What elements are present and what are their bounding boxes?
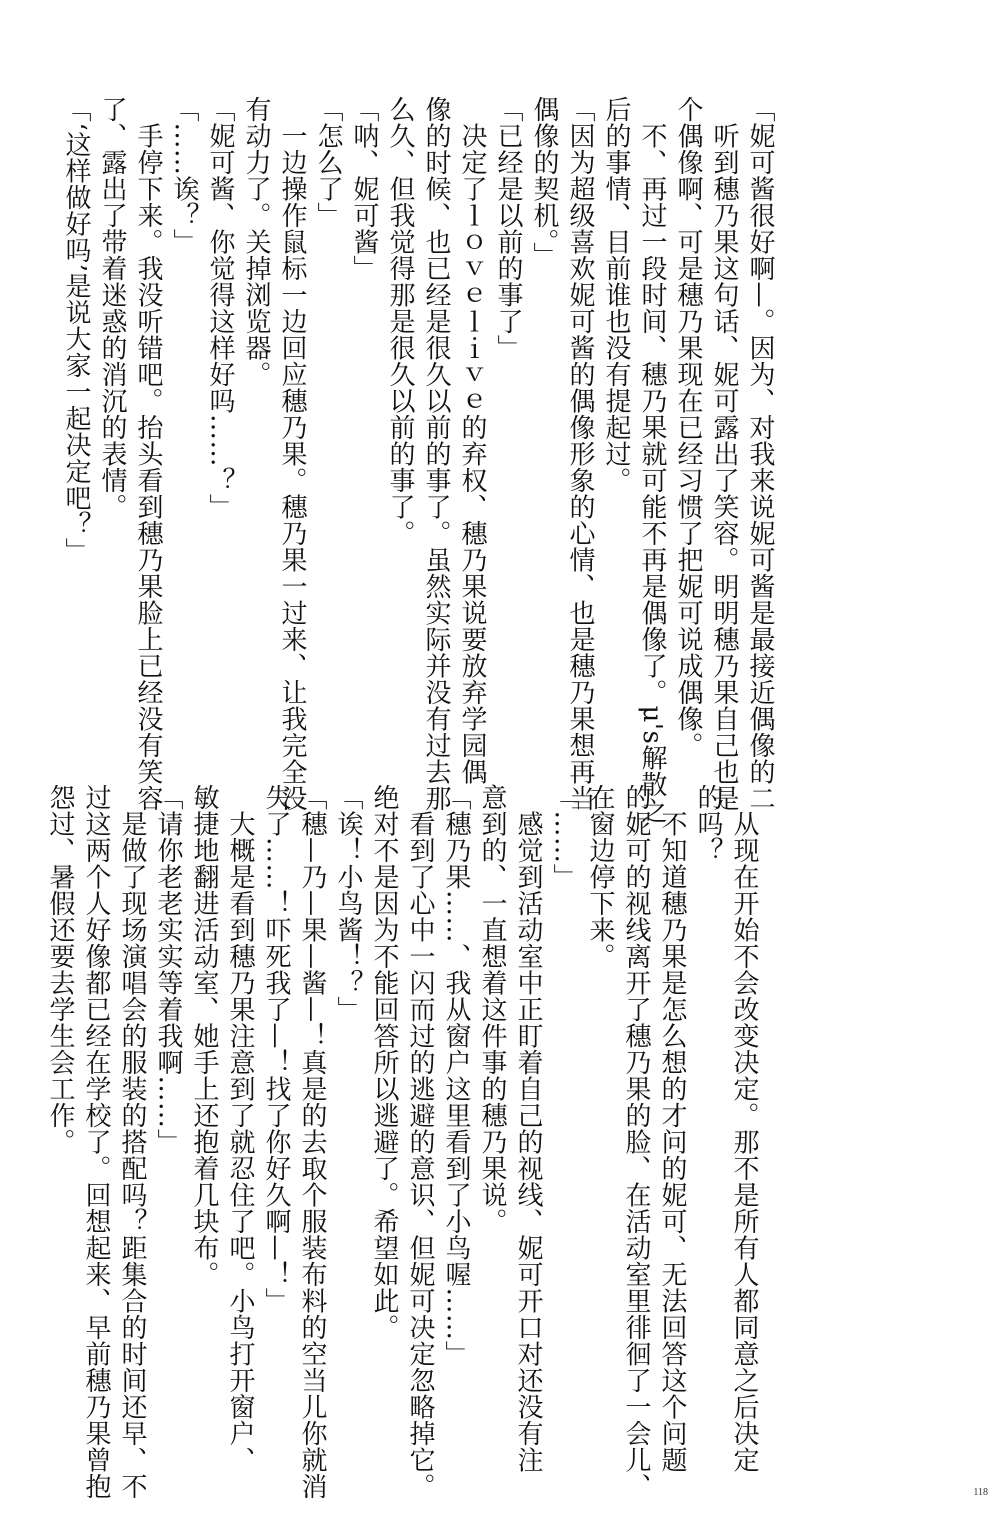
text-line: 了、露出了带着迷惑的消沉的表情。 bbox=[97, 96, 127, 520]
text-line: 怨过、暑假还要去学生会工作。 bbox=[45, 784, 75, 1155]
text-line: 个偶像啊、可是穗乃果现在已经习惯了把妮可说成偶像。 bbox=[673, 96, 703, 759]
text-line: 后的事情、目前谁也没有提起过。 bbox=[601, 96, 631, 494]
text-line: 「……诶？」 bbox=[169, 96, 199, 255]
text-line: 是做了现场演唱会的服装的搭配吗？距集合的时间还早、不 bbox=[117, 784, 147, 1500]
text-line: 决定了ｌｏｖｅｌｉｖｅ的弃权、穗乃果说要放弃学园偶 bbox=[457, 96, 487, 785]
text-line: 像的时候、也已经是很久以前的事了。虽然实际并没有过去那 bbox=[421, 96, 451, 812]
text-line: 在窗边停下来。 bbox=[585, 784, 615, 970]
text-line: 不、再过一段时间、穗乃果就可能不再是偶像了。μ's解散之 bbox=[637, 96, 667, 824]
text-line: 「诶！小鸟酱！？」 bbox=[333, 784, 363, 1023]
text-line: 「……」 bbox=[549, 784, 579, 890]
text-line: 看到了心中一闪而过的逃避的意识、但妮可决定忽略掉它。 bbox=[405, 784, 435, 1500]
text-line: 「妮可酱、你觉得这样好吗……？」 bbox=[205, 96, 235, 520]
text-line: 一边操作鼠标一边回应穗乃果。穗乃果一过来、让我完全没 bbox=[277, 96, 307, 812]
text-line: 不知道穗乃果是怎么想的才问的妮可、无法回答这个问题 bbox=[657, 784, 687, 1473]
text-line: 「请你老老实实等着我啊……」 bbox=[153, 784, 183, 1155]
text-line: 偶像的契机。」 bbox=[529, 96, 559, 269]
text-line: 手停下来。我没听错吧。抬头看到穗乃果脸上已经没有笑容 bbox=[133, 96, 163, 812]
text-line: 「穗乃果……、我从窗户这里看到了小鸟喔……」 bbox=[441, 784, 471, 1367]
text-line: 听到穗乃果这句话、妮可露出了笑容。明明穗乃果自己也是 bbox=[709, 96, 739, 812]
text-line: 意到的、一直想着这件事的穗乃果说。 bbox=[477, 784, 507, 1235]
text-line: 「呐、妮可酱」 bbox=[349, 96, 379, 282]
text-block-bottom bbox=[45, 784, 762, 1500]
text-line: 「怎么了」 bbox=[313, 96, 343, 229]
text-line: 的吗？ bbox=[693, 784, 723, 864]
text-line: 有动力了。关掉浏览器。 bbox=[241, 96, 271, 388]
text-line: 「‘这样做好吗’是说大家一起决定吧？」 bbox=[61, 96, 91, 565]
text-line: 敏捷地翻进活动室、她手上还抱着几块布。 bbox=[189, 784, 219, 1288]
text-line: 「妮可酱很好啊—。因为、对我来说妮可酱是最接近偶像的二 bbox=[745, 96, 775, 812]
text-line: 么久、但我觉得那是很久以前的事了。 bbox=[385, 96, 415, 547]
text-line: 失了……！吓死我了—！找了你好久啊—！」 bbox=[261, 784, 291, 1314]
text-line: 大概是看到穗乃果注意到了就忍住了吧。小鸟打开窗户、 bbox=[225, 784, 255, 1473]
text-line: 过这两个人好像都已经在学校了。回想起来、早前穗乃果曾抱 bbox=[81, 784, 111, 1500]
text-line: 从现在开始不会改变决定。那不是所有人都同意之后决定 bbox=[729, 784, 759, 1473]
page-number: 118 bbox=[973, 1487, 988, 1498]
text-line: 感觉到活动室中正盯着自己的视线、妮可开口对还没有注 bbox=[513, 784, 543, 1473]
text-line: 「因为超级喜欢妮可酱的偶像形象的心情、也是穗乃果想再当 bbox=[565, 96, 595, 812]
text-line: 「穗—乃—果—酱—！真是的去取个服装布料的空当儿你就消 bbox=[297, 784, 327, 1500]
text-line: 的妮可的视线离开了穗乃果的脸、在活动室里徘徊了一会儿、 bbox=[621, 784, 651, 1500]
text-line: 「已经是以前的事了」 bbox=[493, 96, 523, 361]
text-line: 绝对不是因为不能回答所以逃避了。希望如此。 bbox=[369, 784, 399, 1341]
